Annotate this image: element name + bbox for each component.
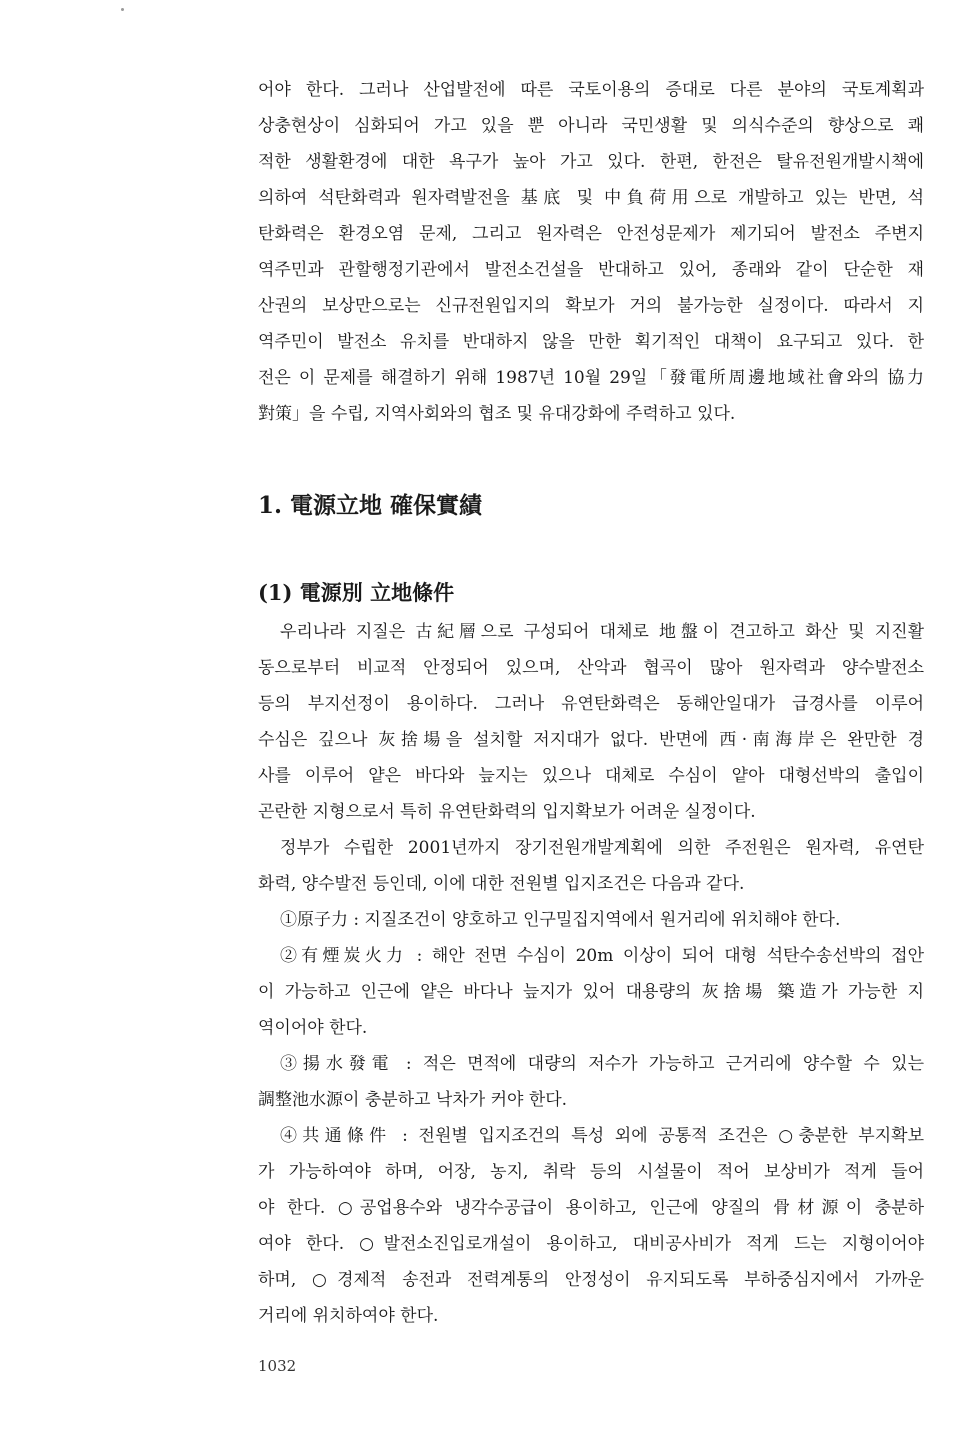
list-item-nuclear: ①原子力 : 지질조건이 양호하고 인구밀집지역에서 원거리에 위치해야 한다. — [280, 910, 841, 930]
text-line: 우리나라 지질은 古紀層으로 구성되어 대체로 地盤이 견고하고 화산 및 지진활 — [280, 622, 924, 642]
text-line: 적한 생활환경에 대한 욕구가 높아 가고 있다. 한편, 한전은 탈유전원개발시책에 — [258, 152, 924, 172]
text-line: 사를 이루어 얕은 바다와 늪지는 있으나 대체로 수심이 얕아 대형선박의 출입이 — [258, 766, 924, 786]
text-line: 역이어야 한다. — [258, 1018, 368, 1038]
text-line: 동으로부터 비교적 안정되어 있으며, 산악과 협곡이 많아 원자력과 양수발전소 — [258, 658, 924, 678]
text-line: 여야 한다. ○발전소진입로개설이 용이하고, 대비공사비가 적게 드는 지형이어야 — [258, 1234, 924, 1254]
text-line: 곤란한 지형으로서 특히 유연탄화력의 입지확보가 어려운 실정이다. — [258, 802, 756, 822]
body-paragraphs — [258, 614, 924, 1334]
text-line: 산권의 보상만으로는 신규전원입지의 확보가 거의 불가능한 실정이다. 따라서 지 — [258, 296, 924, 316]
text-line: 의하여 석탄화력과 원자력발전을 基底 및 中負荷用으로 개발하고 있는 반면, 석 — [258, 188, 924, 208]
text-line: 화력, 양수발전 등인데, 이에 대한 전원별 입지조건은 다음과 같다. — [258, 874, 745, 894]
text-line: 전은 이 문제를 해결하기 위해 1987년 10월 29일「發電所周邊地域社會와의 協力 — [258, 368, 924, 388]
text-line: 對策」을 수립, 지역사회와의 협조 및 유대강화에 주력하고 있다. — [258, 404, 736, 424]
text-line: 탄화력은 환경오염 문제, 그리고 원자력은 안전성문제가 제기되어 발전소 주변지 — [258, 224, 924, 244]
text-line: 거리에 위치하여야 한다. — [258, 1306, 439, 1326]
text-line: 이 가능하고 인근에 얕은 바다나 늪지가 있어 대용량의 灰捨場 築造가 가능한 지 — [258, 982, 924, 1002]
list-item-coal: ②有煙炭火力 : 해안 전면 수심이 20m 이상이 되어 대형 석탄수송선박의 접안 — [280, 946, 924, 966]
scan-speck — [121, 8, 124, 11]
intro-paragraph — [258, 72, 924, 432]
text-line: 수심은 깊으나 灰捨場을 설치할 저지대가 없다. 반면에 西·南海岸은 완만한 경 — [258, 730, 924, 750]
text-line: 정부가 수립한 2001년까지 장기전원개발계획에 의한 주전원은 원자력, 유연탄 — [280, 838, 924, 858]
text-line: 역주민이 발전소 유치를 반대하지 않을 만한 획기적인 대책이 요구되고 있다. 한 — [258, 332, 924, 352]
text-line: 하며, ○경제적 송전과 전력계통의 안정성이 유지되도록 부하중심지에서 가까운 — [258, 1270, 924, 1290]
text-line: 야 한다. ○공업용수와 냉각수공급이 용이하고, 인근에 양질의 骨材源이 충분하 — [258, 1198, 924, 1218]
text-line: 등의 부지선정이 용이하다. 그러나 유연탄화력은 동해안일대가 급경사를 이루어 — [258, 694, 924, 714]
list-item-pumped-storage: ③揚水發電 : 적은 면적에 대량의 저수가 가능하고 근거리에 양수할 수 있는 — [280, 1054, 924, 1074]
list-item-common: ④共通條件 : 전원별 입지조건의 특성 외에 공통적 조건은 ○충분한 부지확보 — [280, 1126, 924, 1146]
section-heading: 1. 電源立地 確保實績 — [258, 492, 483, 519]
page-number: 1032 — [258, 1357, 297, 1375]
text-line: 調整池水源이 충분하고 낙차가 커야 한다. — [258, 1090, 568, 1110]
text-line: 가 가능하여야 하며, 어장, 농지, 취락 등의 시설물이 적어 보상비가 적게 들어 — [258, 1162, 924, 1182]
text-line: 역주민과 관할행정기관에서 발전소건설을 반대하고 있어, 종래와 같이 단순한 재 — [258, 260, 924, 280]
text-line: 어야 한다. 그러나 산업발전에 따른 국토이용의 증대로 다른 분야의 국토계획과 — [258, 80, 924, 100]
text-line: 상충현상이 심화되어 가고 있을 뿐 아니라 국민생활 및 의식수준의 향상으로 쾌 — [258, 116, 924, 136]
subsection-heading: (1) 電源別 立地條件 — [258, 580, 455, 605]
